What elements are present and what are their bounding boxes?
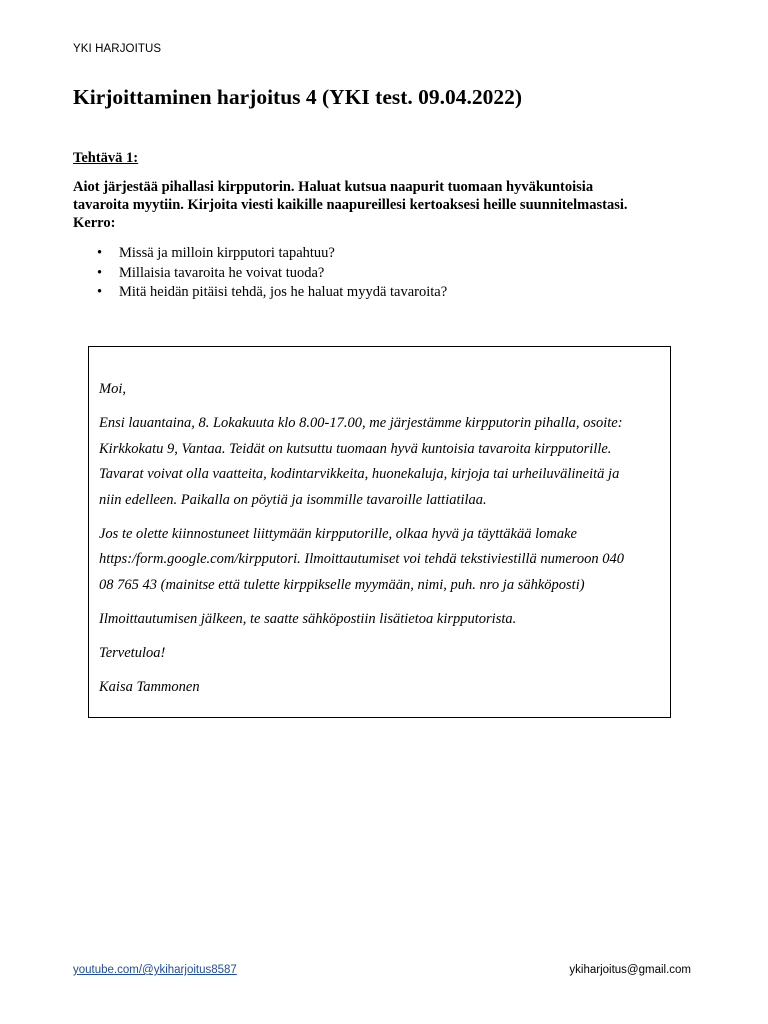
list-item	[73, 283, 447, 303]
list-item	[73, 244, 447, 264]
page-title: Kirjoittaminen harjoitus 4 (YKI test. 09.04.2022)	[73, 85, 523, 109]
header-label: YKI HARJOITUS	[73, 43, 162, 55]
bullet-text: Millaisia tavaroita he voivat tuoda?	[119, 264, 325, 281]
letter-signature: Kaisa Tammonen	[99, 678, 200, 695]
youtube-link[interactable]: youtube.com/@ykiharjoitus8587	[73, 964, 237, 976]
letter-greeting: Moi,	[99, 381, 126, 397]
letter-closing: Tervetuloa!	[99, 644, 166, 661]
sample-letter	[99, 377, 664, 709]
task-prompt-line: tavaroita myytiin. Kirjoita viesti kaikille naapureillesi kertoaksesi heille suunnitelmastasi.	[73, 197, 628, 213]
sample-letter-box	[88, 346, 671, 718]
task-heading: Tehtävä 1:	[73, 150, 139, 166]
letter-line: https:/form.google.com/kirpputori. Ilmoittautumiset voi tehdä tekstiviestillä numeroon 040	[99, 551, 625, 567]
list-item	[73, 264, 447, 284]
task-prompt-line: Kerro:	[73, 215, 116, 231]
task-prompt-line: Aiot järjestää pihallasi kirpputorin. Haluat kutsua naapurit tuomaan hyväkuntoisia	[73, 179, 594, 195]
bullet-icon: •	[97, 284, 103, 300]
bullet-text: Mitä heidän pitäisi tehdä, jos he haluat myydä tavaroita?	[119, 284, 448, 300]
letter-line: niin edelleen. Paikalla on pöytiä ja isommille tavaroille lattiatilaa.	[99, 491, 487, 508]
letter-line: Kirkkokatu 9, Vantaa. Teidät on kutsuttu tuomaan hyvä kuntoisia tavaroita kirpputorille.	[99, 440, 612, 457]
letter-line: Jos te olette kiinnostuneet liittymään kirpputorille, olkaa hyvä ja täyttäkää lomake	[99, 525, 577, 542]
bullet-icon: •	[97, 264, 103, 281]
task-prompt	[73, 178, 703, 232]
letter-line: Tavarat voivat olla vaatteita, kodintarvikkeita, huonekaluja, kirjoja tai urheiluvälineitä ja	[99, 466, 620, 482]
bullet-text: Missä ja milloin kirpputori tapahtuu?	[119, 245, 335, 261]
letter-line: 08 765 43 (mainitse että tulette kirppikselle myymään, nimi, puh. nro ja sähköposti)	[99, 576, 585, 593]
task-bullet-list	[73, 244, 447, 303]
bullet-icon: •	[97, 245, 103, 261]
letter-paragraph-1	[99, 411, 664, 513]
letter-paragraph-3: Ilmoittautumisen jälkeen, te saatte sähköpostiin lisätietoa kirpputorista.	[99, 610, 517, 627]
letter-line: Ensi lauantaina, 8. Lokakuuta klo 8.00-17.00, me järjestämme kirpputorin pihalla, osoite:	[99, 415, 623, 431]
footer-email: ykiharjoitus@gmail.com	[569, 964, 691, 976]
letter-paragraph-2	[99, 522, 664, 599]
